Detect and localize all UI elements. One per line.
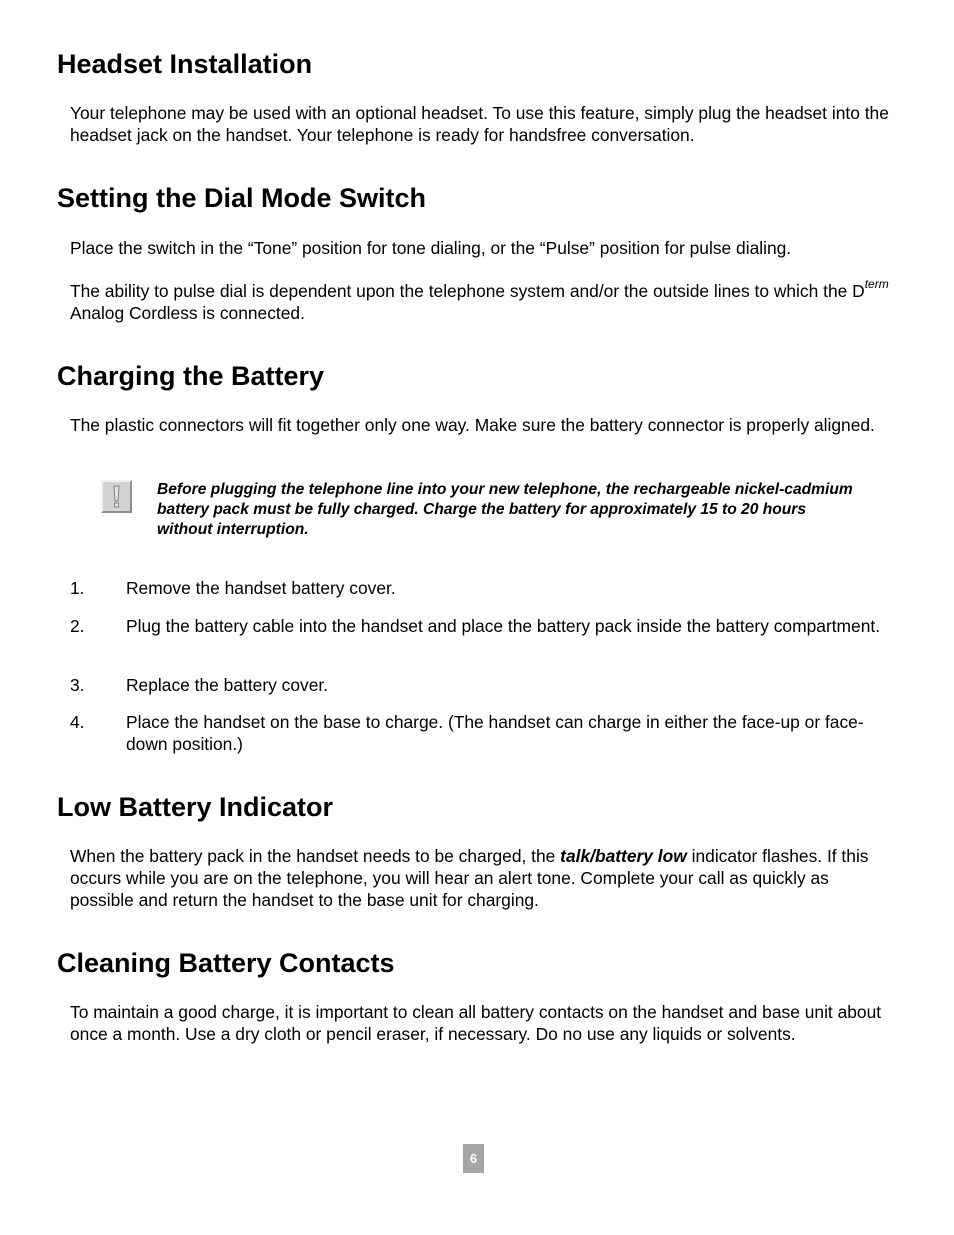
list-item: [70, 577, 900, 599]
heading-low-battery-indicator: Low Battery Indicator: [57, 792, 334, 822]
list-item: [70, 674, 900, 696]
low-battery-text-after: indicator flashes. If this occurs while you are on the telephone, you will hear an alert tone. Complete your call as quickly as possible and return the handset to the base unit for charging.: [70, 846, 869, 910]
exclamation-icon: [101, 480, 132, 513]
dterm-superscript: term: [864, 277, 889, 292]
step-text: Replace the battery cover.: [126, 675, 329, 695]
paragraph-dial-mode-2: [70, 277, 890, 324]
step-text: Plug the battery cable into the handset and place the battery pack inside the battery compartment.: [126, 616, 881, 636]
heading-dial-mode-switch: Setting the Dial Mode Switch: [57, 183, 427, 213]
low-battery-text-before: When the battery pack in the handset needs to be charged, the: [70, 846, 561, 866]
dial-mode-text-after: Analog Cordless is connected.: [70, 303, 305, 323]
talk-battery-low-label: talk/battery low: [560, 846, 687, 866]
charging-note: Before plugging the telephone line into your new telephone, the rechargeable nickel-cadmium battery pack must be fully charged. Charge the battery for approximately 15 to 20 hours without interruption.: [157, 481, 853, 538]
paragraph-dial-mode-1: Place the switch in the “Tone” position for tone dialing, or the “Pulse” position for pulse dialing.: [70, 238, 792, 258]
heading-headset-installation: Headset Installation: [57, 49, 313, 79]
heading-charging-battery: Charging the Battery: [57, 361, 325, 391]
paragraph-charging: The plastic connectors will fit together only one way. Make sure the battery connector is properly aligned.: [70, 415, 875, 435]
list-item: [70, 711, 900, 755]
paragraph-low-battery: [70, 845, 890, 911]
page-number: 6: [463, 1144, 484, 1173]
step-number: 1.: [70, 578, 85, 598]
step-text: Place the handset on the base to charge. (The handset can charge in either the face-up or face-down position.): [126, 712, 864, 754]
list-item: [70, 615, 900, 637]
step-text: Remove the handset battery cover.: [126, 578, 396, 598]
paragraph-headset: Your telephone may be used with an optional headset. To use this feature, simply plug the headset into the headset jack on the handset. Your telephone is ready for handsfree conversation.: [70, 103, 889, 145]
heading-cleaning-battery-contacts: Cleaning Battery Contacts: [57, 948, 395, 978]
paragraph-cleaning: To maintain a good charge, it is important to clean all battery contacts on the handset and base unit about once a month. Use a dry cloth or pencil eraser, if necessary. Do no use any liquids or solvents.: [70, 1002, 882, 1044]
step-number: 3.: [70, 675, 85, 695]
step-number: 2.: [70, 616, 85, 636]
step-number: 4.: [70, 712, 85, 732]
dial-mode-text-before: The ability to pulse dial is dependent upon the telephone system and/or the outside lines to which the D: [70, 281, 865, 301]
